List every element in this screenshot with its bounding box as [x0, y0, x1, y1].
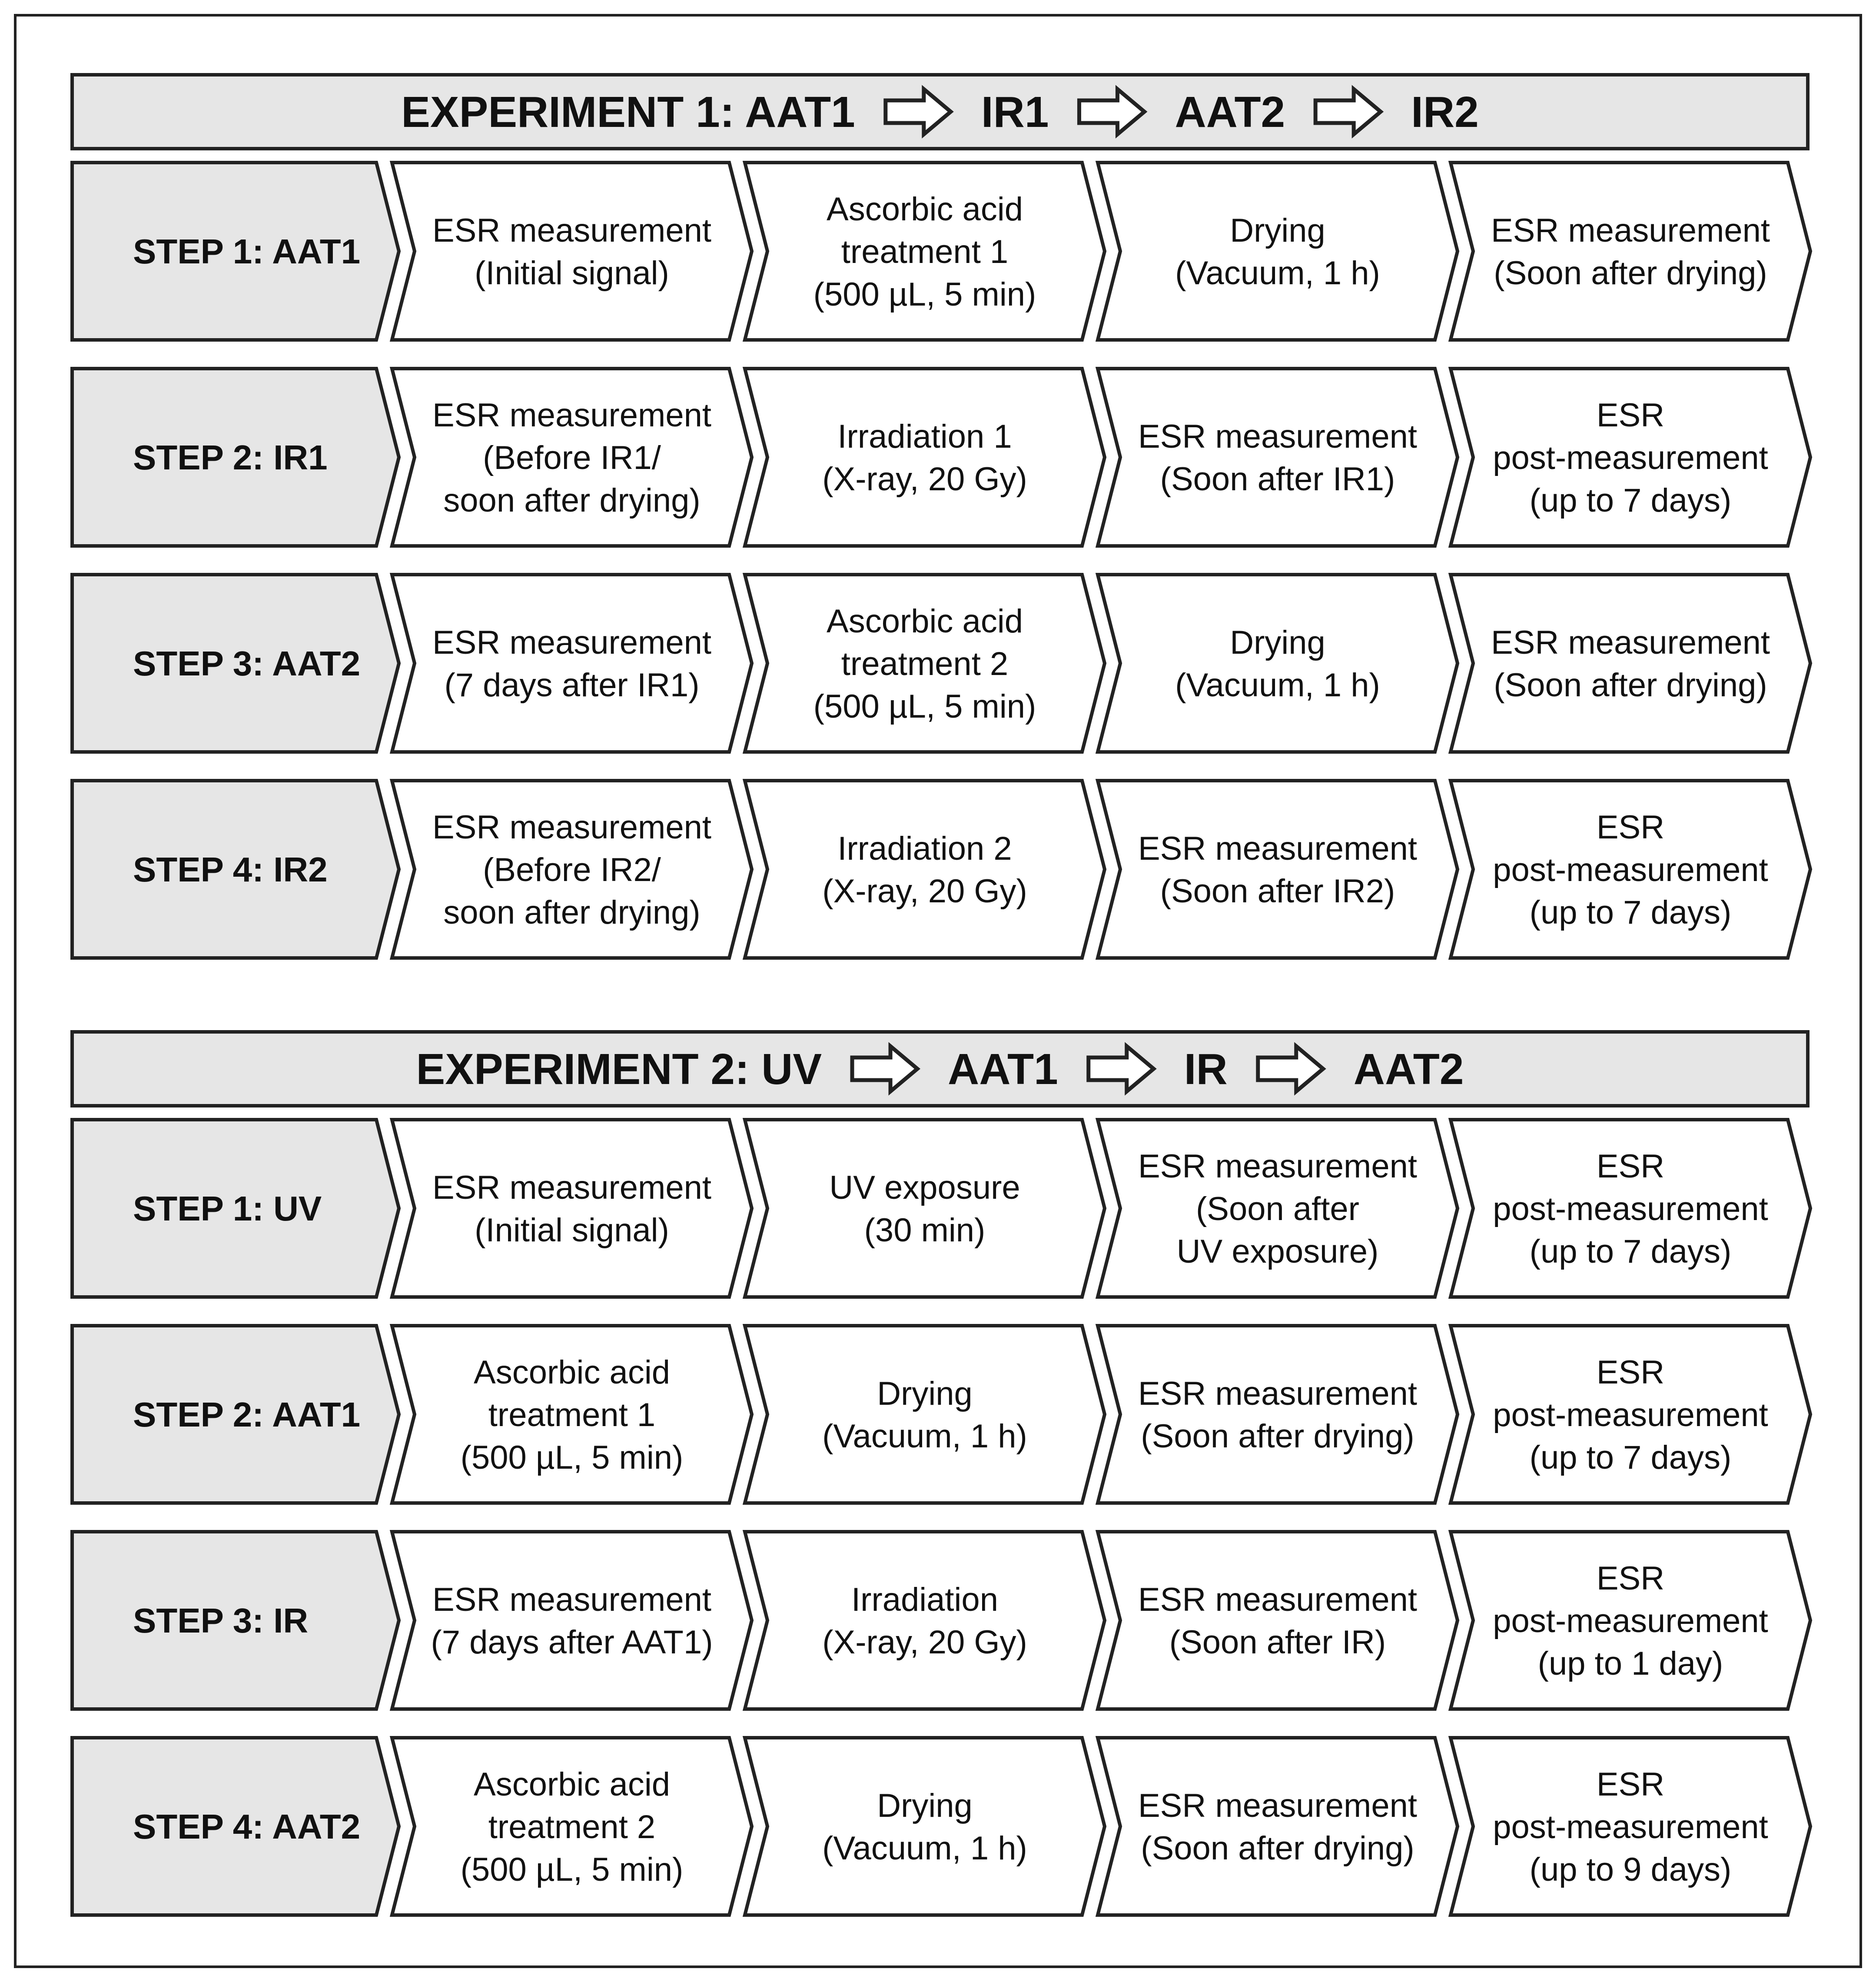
process-text-line: ESR: [1596, 397, 1665, 434]
process-box: [1098, 781, 1458, 958]
process-text-line: (7 days after AAT1): [431, 1624, 713, 1661]
process-text-line: UV exposure: [829, 1169, 1020, 1206]
process-text-line: post-measurement: [1493, 1191, 1768, 1227]
process-box: [745, 369, 1105, 546]
process-text-line: post-measurement: [1493, 439, 1768, 476]
step-row: [72, 1120, 1810, 1297]
step-label: STEP 3: IR: [133, 1601, 309, 1640]
process-box: [745, 1532, 1105, 1709]
step-label: STEP 1: AAT1: [133, 232, 361, 271]
process-text-line: treatment 2: [488, 1809, 656, 1846]
process-box: [1098, 1326, 1458, 1503]
process-box: [392, 1326, 752, 1503]
step-row: [72, 369, 1810, 546]
process-chevron: [392, 575, 752, 752]
process-text-line: Irradiation 2: [837, 830, 1012, 867]
process-text-line: (Soon after drying): [1494, 255, 1767, 292]
process-text-line: (Soon after drying): [1141, 1418, 1414, 1455]
process-text-line: ESR: [1596, 1354, 1665, 1391]
process-box: [1451, 1532, 1810, 1709]
process-text-line: ESR: [1596, 809, 1665, 846]
step-label: STEP 1: UV: [133, 1189, 322, 1228]
process-chevron: [1451, 575, 1810, 752]
process-box: [1098, 369, 1458, 546]
process-text-line: (Initial signal): [475, 1212, 669, 1249]
process-chevron: [745, 1326, 1105, 1503]
process-text-line: (500 µL, 5 min): [460, 1439, 684, 1476]
process-box: [745, 1326, 1105, 1503]
process-chevron: [1098, 369, 1458, 546]
header-title-part: IR2: [1411, 88, 1479, 136]
process-text-line: ESR measurement: [1138, 1375, 1418, 1412]
process-box: [1451, 1120, 1810, 1297]
step-label: STEP 4: AAT2: [133, 1807, 361, 1846]
process-text-line: (up to 7 days): [1529, 894, 1732, 931]
process-text-line: (up to 7 days): [1529, 1439, 1732, 1476]
process-text-line: (500 µL, 5 min): [813, 688, 1036, 725]
process-text-line: ESR measurement: [432, 809, 712, 846]
process-text-line: treatment 1: [488, 1397, 656, 1433]
process-text-line: post-measurement: [1493, 1809, 1768, 1846]
experiment-2: [72, 1032, 1810, 1915]
process-chevron: [745, 781, 1105, 958]
process-text-line: ESR: [1596, 1148, 1665, 1185]
step-row: [72, 781, 1810, 958]
process-text-line: ESR measurement: [1138, 418, 1418, 455]
process-text-line: (up to 9 days): [1529, 1851, 1732, 1888]
process-text-line: (Soon after IR1): [1160, 461, 1395, 498]
process-text-line: (up to 1 day): [1537, 1645, 1723, 1682]
header-title-part: IR1: [981, 88, 1049, 136]
header-title-part: AAT2: [1175, 88, 1285, 136]
process-text-line: ESR measurement: [432, 212, 712, 249]
experiment-1: [72, 75, 1810, 958]
process-text-line: ESR: [1596, 1560, 1665, 1597]
process-chevron: [1098, 781, 1458, 958]
process-text-line: Drying: [1230, 624, 1325, 661]
process-box: [392, 163, 752, 340]
process-text-line: (Initial signal): [475, 255, 669, 292]
process-chevron: [1098, 163, 1458, 340]
process-text-line: ESR measurement: [432, 624, 712, 661]
process-text-line: (Vacuum, 1 h): [1175, 255, 1380, 292]
process-text-line: treatment 1: [841, 233, 1009, 270]
step-label: STEP 4: IR2: [133, 850, 328, 889]
process-chevron: [392, 1532, 752, 1709]
process-text-line: Ascorbic acid: [827, 191, 1023, 228]
process-chevron: [745, 1120, 1105, 1297]
process-text-line: (Vacuum, 1 h): [822, 1830, 1027, 1867]
process-box: [1451, 163, 1810, 340]
step-label: STEP 3: AAT2: [133, 644, 361, 683]
process-chevron: [1098, 575, 1458, 752]
process-text-line: (X-ray, 20 Gy): [822, 1624, 1027, 1661]
process-text-line: (500 µL, 5 min): [813, 276, 1036, 313]
process-box: [392, 369, 752, 546]
process-text-line: UV exposure): [1176, 1233, 1379, 1270]
process-box: [745, 1120, 1105, 1297]
process-text-line: ESR measurement: [1138, 1148, 1418, 1185]
process-text-line: (Vacuum, 1 h): [822, 1418, 1027, 1455]
process-box: [392, 1120, 752, 1297]
process-text-line: Drying: [877, 1375, 973, 1412]
process-text-line: (Soon after: [1196, 1191, 1359, 1227]
process-box: [1451, 369, 1810, 546]
process-text-line: Ascorbic acid: [474, 1354, 670, 1391]
process-text-line: Drying: [1230, 212, 1325, 249]
process-text-line: (Soon after IR2): [1160, 873, 1395, 910]
process-text-line: Drying: [877, 1787, 973, 1824]
process-box: [392, 781, 752, 958]
process-chevron: [392, 1120, 752, 1297]
process-text-line: (Before IR1/: [483, 439, 661, 476]
process-chevron: [1098, 1532, 1458, 1709]
process-text-line: treatment 2: [841, 645, 1009, 682]
process-text-line: (X-ray, 20 Gy): [822, 873, 1027, 910]
process-text-line: Irradiation 1: [837, 418, 1012, 455]
process-chevron: [1098, 1326, 1458, 1503]
process-text-line: ESR: [1596, 1766, 1665, 1803]
process-box: [745, 1738, 1105, 1915]
process-text-line: ESR measurement: [1138, 1787, 1418, 1824]
process-text-line: soon after drying): [443, 894, 701, 931]
process-text-line: (Vacuum, 1 h): [1175, 667, 1380, 704]
process-box: [1098, 1120, 1458, 1297]
process-box: [392, 1738, 752, 1915]
process-box: [392, 1532, 752, 1709]
process-box: [1098, 575, 1458, 752]
process-text-line: (Soon after IR): [1169, 1624, 1386, 1661]
process-text-line: ESR measurement: [1491, 624, 1770, 661]
process-box: [1451, 1738, 1810, 1915]
process-text-line: ESR measurement: [432, 397, 712, 434]
process-text-line: (Before IR2/: [483, 851, 661, 888]
process-box: [1451, 575, 1810, 752]
header-title-part: EXPERIMENT 2: UV: [416, 1045, 822, 1094]
process-text-line: (up to 7 days): [1529, 1233, 1732, 1270]
step-row: [72, 1532, 1810, 1709]
header-title-part: IR: [1184, 1045, 1228, 1094]
process-box: [745, 163, 1105, 340]
process-text-line: ESR measurement: [1138, 830, 1418, 867]
process-chevron: [745, 369, 1105, 546]
process-box: [745, 575, 1105, 752]
process-text-line: (X-ray, 20 Gy): [822, 461, 1027, 498]
process-text-line: post-measurement: [1493, 1603, 1768, 1639]
header-title-part: AAT1: [948, 1045, 1058, 1094]
process-chevron: [1098, 1738, 1458, 1915]
process-box: [745, 781, 1105, 958]
process-chevron: [745, 1532, 1105, 1709]
process-chevron: [1451, 163, 1810, 340]
step-row: [72, 575, 1810, 752]
header-title-part: EXPERIMENT 1: AAT1: [401, 88, 855, 136]
process-text-line: Ascorbic acid: [827, 603, 1023, 640]
process-text-line: ESR measurement: [432, 1169, 712, 1206]
process-text-line: (Soon after drying): [1494, 667, 1767, 704]
process-box: [1098, 1738, 1458, 1915]
step-row: [72, 163, 1810, 340]
process-chevron: [745, 1738, 1105, 1915]
process-text-line: ESR measurement: [1491, 212, 1770, 249]
process-box: [1451, 1326, 1810, 1503]
process-text-line: ESR measurement: [1138, 1581, 1418, 1618]
process-box: [1098, 1532, 1458, 1709]
process-chevron: [392, 163, 752, 340]
process-text-line: Ascorbic acid: [474, 1766, 670, 1803]
process-box: [392, 575, 752, 752]
process-box: [1098, 163, 1458, 340]
process-text-line: post-measurement: [1493, 1397, 1768, 1433]
process-text-line: (30 min): [864, 1212, 986, 1249]
step-label: STEP 2: IR1: [133, 438, 328, 477]
process-text-line: post-measurement: [1493, 851, 1768, 888]
header-title-part: AAT2: [1353, 1045, 1464, 1094]
step-label: STEP 2: AAT1: [133, 1395, 361, 1434]
process-text-line: (Soon after drying): [1141, 1830, 1414, 1867]
experiment-header-bar: [72, 1032, 1808, 1106]
process-text-line: ESR measurement: [432, 1581, 712, 1618]
process-text-line: (7 days after IR1): [444, 667, 700, 704]
step-row: [72, 1738, 1810, 1915]
process-text-line: (500 µL, 5 min): [460, 1851, 684, 1888]
process-text-line: Irradiation: [851, 1581, 998, 1618]
process-text-line: (up to 7 days): [1529, 482, 1732, 519]
step-row: [72, 1326, 1810, 1503]
process-text-line: soon after drying): [443, 482, 701, 519]
process-box: [1451, 781, 1810, 958]
